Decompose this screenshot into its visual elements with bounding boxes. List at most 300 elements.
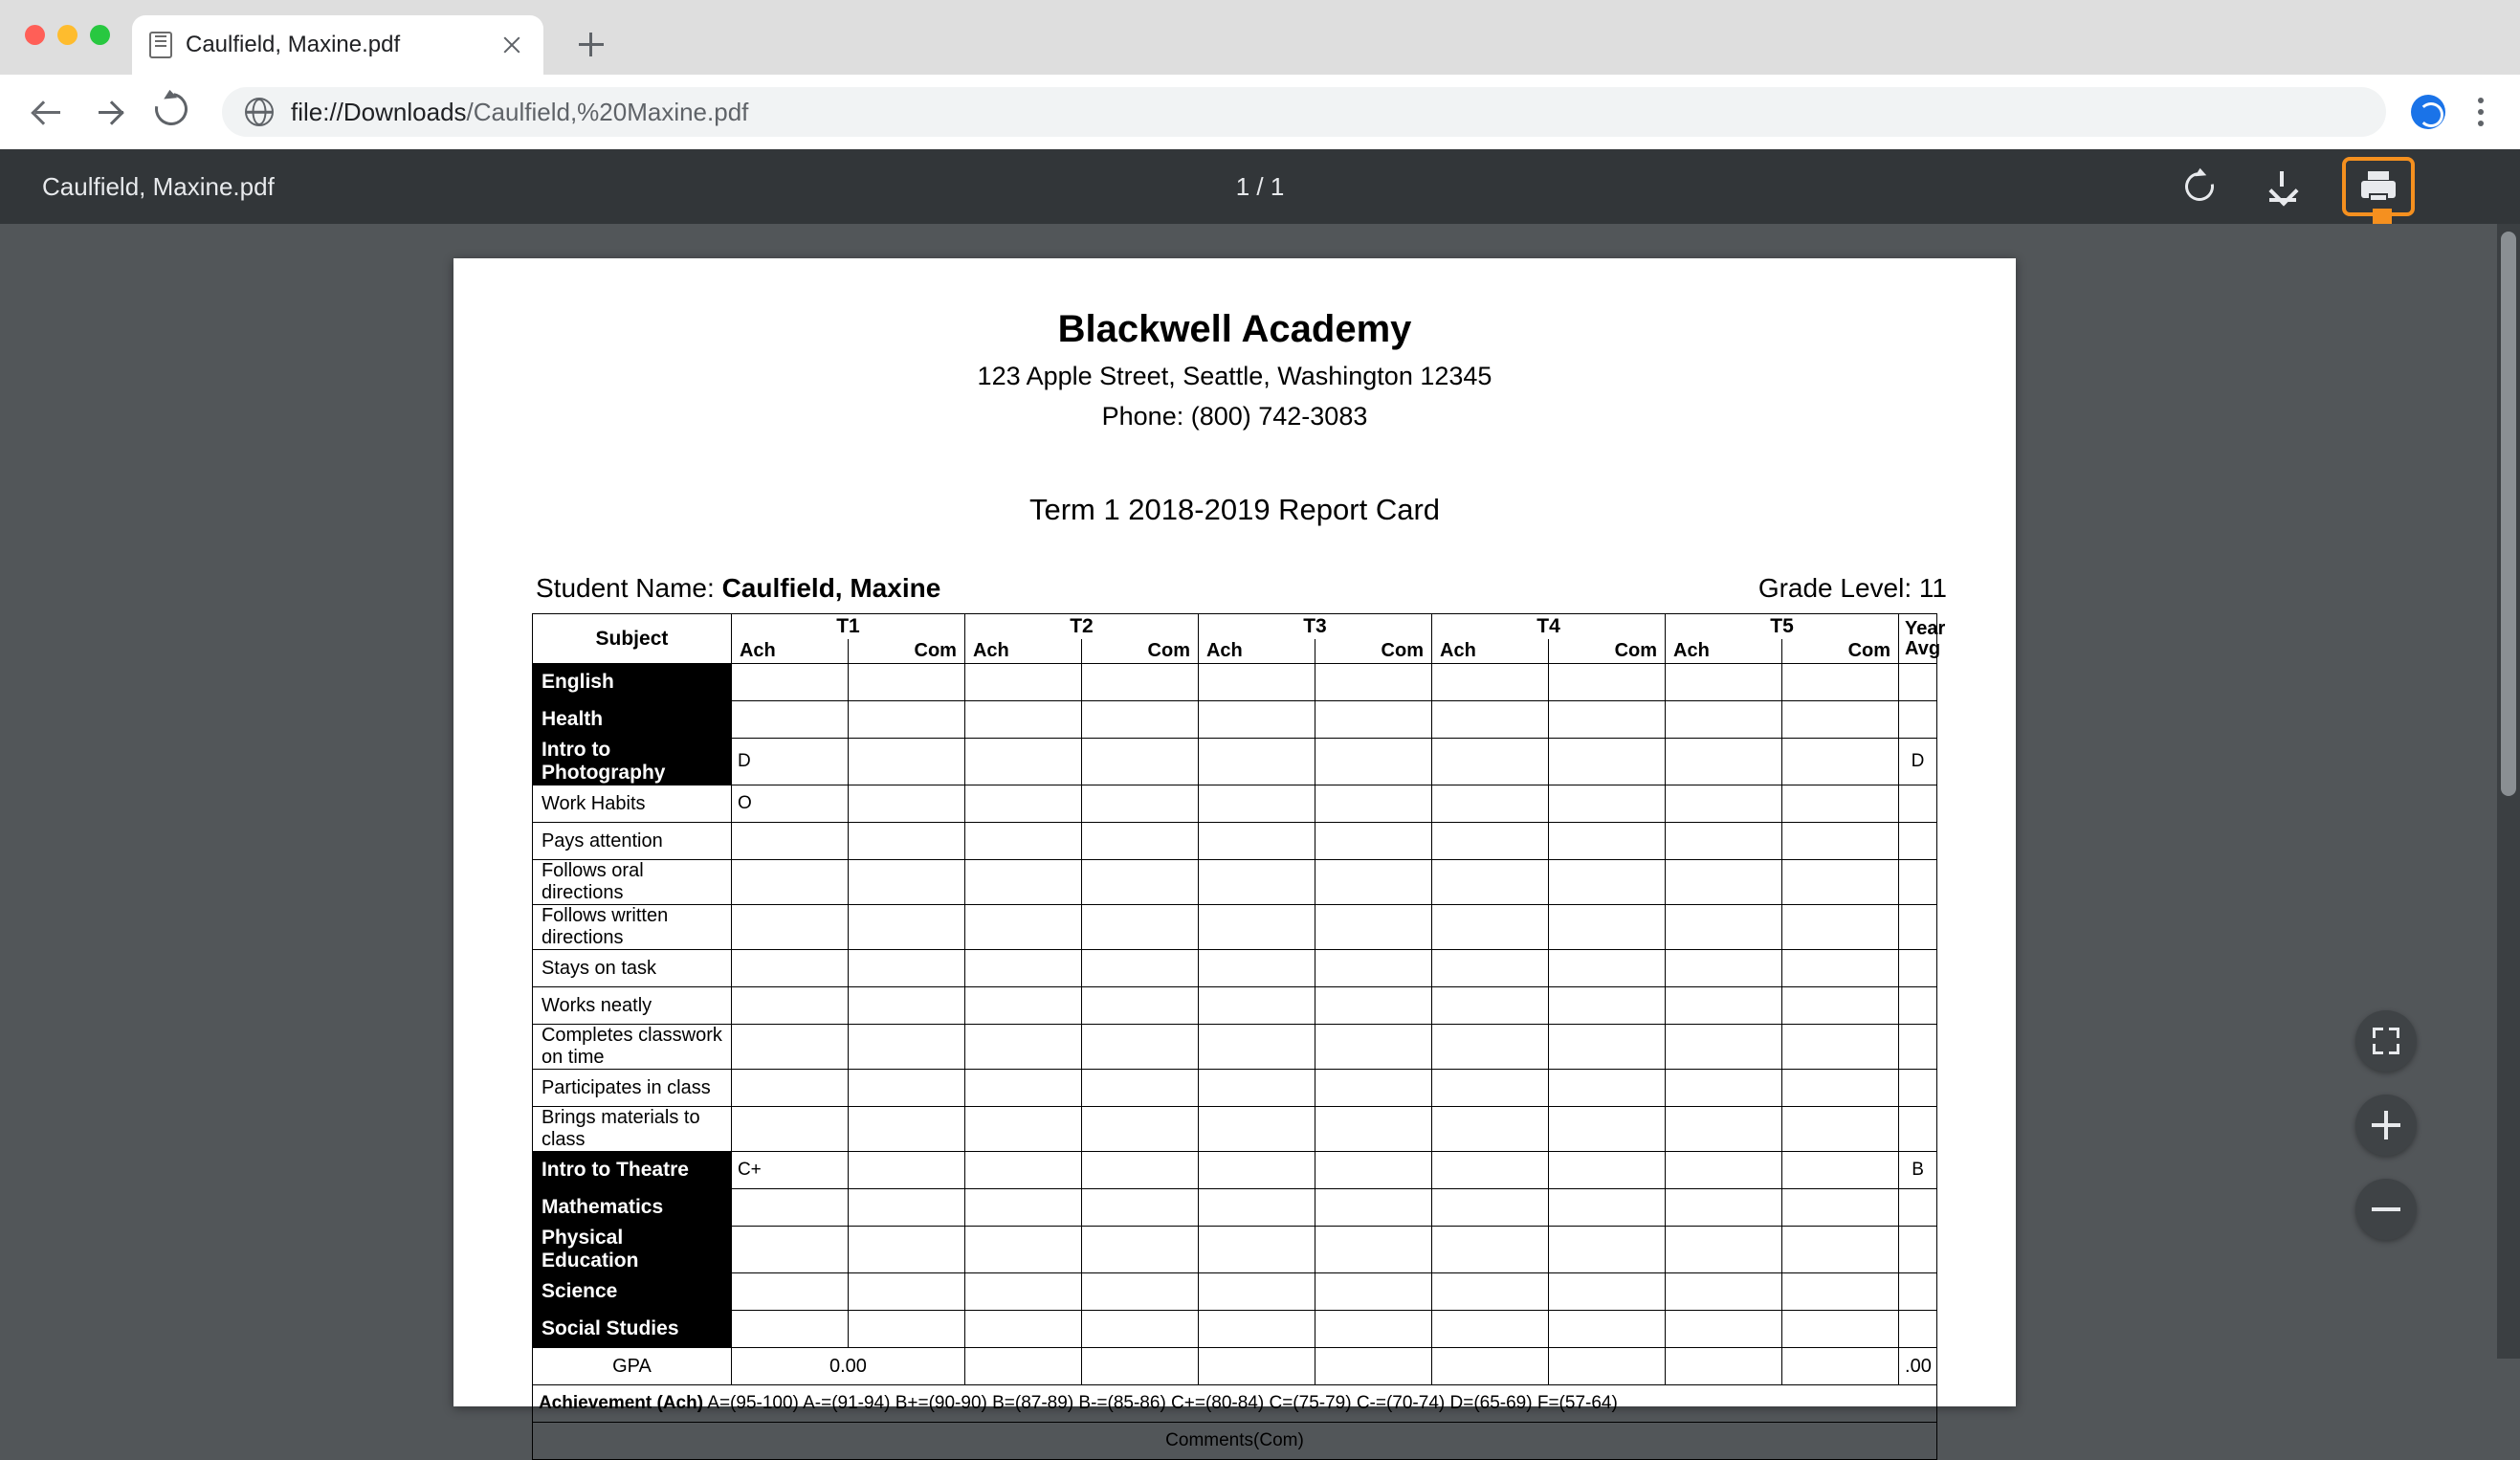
- table-row: [532, 1227, 1936, 1273]
- table-row: [532, 950, 1936, 987]
- cell-empty: [1549, 905, 1666, 950]
- profile-avatar[interactable]: [2411, 95, 2445, 129]
- grade-level-label: Grade Level:: [1757, 573, 1912, 603]
- row-subject: Intro to Photography: [532, 739, 731, 785]
- cell-year-avg: [1899, 1189, 1937, 1227]
- cell-empty: [1782, 1152, 1899, 1189]
- cell-empty: [1549, 1189, 1666, 1227]
- cell-empty: [1666, 664, 1782, 701]
- print-icon: [2361, 171, 2396, 202]
- cell-empty: [1081, 785, 1198, 823]
- legend-text: Achievement (Ach) A=(95-100) A-=(91-94) B+=(90-90) B=(87-89) B-=(85-86) C+=(80-84) C=(75-79) C-=(70-74) D=(65-69) F=(57-64): [532, 1385, 1936, 1423]
- url-text: [291, 98, 748, 127]
- cell-empty: [1666, 860, 1782, 905]
- cell-empty: [1549, 1273, 1666, 1311]
- subheader-t2-ach: Ach: [964, 639, 1081, 664]
- cell-empty: [1549, 739, 1666, 785]
- minimize-window-button[interactable]: [57, 25, 77, 45]
- gpa-row: [532, 1348, 1936, 1385]
- cell-year-avg: [1899, 860, 1937, 905]
- zoom-in-button[interactable]: [2355, 1095, 2417, 1156]
- cell-empty: [964, 701, 1081, 739]
- cell-empty: [1782, 860, 1899, 905]
- cell-empty: [1315, 1348, 1431, 1385]
- cell-empty: [1549, 950, 1666, 987]
- cell-empty: [1432, 860, 1549, 905]
- cell-empty: [1081, 1348, 1198, 1385]
- page-icon: [149, 32, 172, 58]
- cell-empty: [1432, 1311, 1549, 1348]
- cell-empty: [1315, 739, 1431, 785]
- cell-empty: [964, 1152, 1081, 1189]
- table-row: [532, 1152, 1936, 1189]
- cell-empty: [1549, 1070, 1666, 1107]
- cell-empty: [1666, 823, 1782, 860]
- cell-empty: [1782, 1227, 1899, 1273]
- subheader-t5-ach: Ach: [1666, 639, 1782, 664]
- cell-empty: [1315, 1189, 1431, 1227]
- cell-empty: [1432, 987, 1549, 1025]
- row-subject: Works neatly: [532, 987, 731, 1025]
- cell-year-avg: [1899, 664, 1937, 701]
- table-row: [532, 739, 1936, 785]
- cell-empty: [1081, 739, 1198, 785]
- pdf-toolbar: [0, 149, 2520, 224]
- cell-empty: [964, 1273, 1081, 1311]
- download-button[interactable]: [2260, 165, 2304, 209]
- cell-empty: [1315, 1227, 1431, 1273]
- cell-empty: [1666, 1152, 1782, 1189]
- cell-empty: [1432, 1227, 1549, 1273]
- cell-empty: [1549, 701, 1666, 739]
- cell-empty: [1315, 987, 1431, 1025]
- cell-empty: [1666, 1273, 1782, 1311]
- cell-empty: [964, 950, 1081, 987]
- cell-empty: [964, 1025, 1081, 1070]
- cell-empty: [1666, 905, 1782, 950]
- subheader-t2-com: Com: [1081, 639, 1198, 664]
- cell-empty: [964, 905, 1081, 950]
- new-tab-button[interactable]: [574, 27, 608, 61]
- cell-empty: [1198, 1227, 1315, 1273]
- cell-empty: [1198, 987, 1315, 1025]
- table-row: [532, 987, 1936, 1025]
- title-bar: [0, 0, 2520, 75]
- cell-empty: [964, 987, 1081, 1025]
- row-subject: Follows oral directions: [532, 860, 731, 905]
- header-term-t3: T3: [1198, 614, 1431, 639]
- cell-empty: [1782, 1107, 1899, 1152]
- cell-empty: [1081, 1107, 1198, 1152]
- cell-empty: [848, 701, 964, 739]
- pdf-actions: [2177, 157, 2520, 216]
- report-card-table: [532, 613, 1946, 1460]
- cell-empty: [1198, 950, 1315, 987]
- cell-empty: [964, 1227, 1081, 1273]
- row-subject: Follows written directions: [532, 905, 731, 950]
- table-row: [532, 823, 1936, 860]
- cell-empty: [1081, 1273, 1198, 1311]
- cell-empty: [1782, 1189, 1899, 1227]
- cell-year-avg: [1899, 823, 1937, 860]
- cell-year-avg: [1899, 1107, 1937, 1152]
- cell-empty: [848, 860, 964, 905]
- row-subject: Participates in class: [532, 1070, 731, 1107]
- cell-empty: [1666, 739, 1782, 785]
- cell-empty: [964, 1348, 1081, 1385]
- browser-toolbar: [0, 75, 2520, 149]
- header-term-t4: T4: [1432, 614, 1666, 639]
- cell-empty: [1198, 664, 1315, 701]
- cell-empty: [1198, 1311, 1315, 1348]
- reload-button[interactable]: [155, 93, 193, 131]
- cell-empty: [1198, 823, 1315, 860]
- header-year-avg: Year Avg: [1899, 614, 1937, 664]
- cell-empty: [1081, 950, 1198, 987]
- subheader-t3-com: Com: [1315, 639, 1431, 664]
- cell-empty: [964, 860, 1081, 905]
- download-icon: [2267, 171, 2296, 202]
- cell-empty: [1432, 1152, 1549, 1189]
- close-window-button[interactable]: [25, 25, 45, 45]
- cell-t1-ach: [731, 950, 848, 987]
- cell-t1-ach: [731, 987, 848, 1025]
- address-bar[interactable]: [222, 87, 2386, 137]
- cell-t1-ach: D: [731, 739, 848, 785]
- row-subject: Work Habits: [532, 785, 731, 823]
- header-term-t1: T1: [731, 614, 964, 639]
- student-name-value: Caulfield, Maxine: [721, 573, 941, 603]
- cell-empty: [1198, 1025, 1315, 1070]
- cell-empty: [1081, 1189, 1198, 1227]
- school-address: 123 Apple Street, Seattle, Washington 12345: [977, 362, 1492, 390]
- cell-empty: [1666, 785, 1782, 823]
- cell-empty: [1315, 785, 1431, 823]
- forward-button[interactable]: [92, 93, 130, 131]
- reload-icon: [148, 86, 193, 131]
- close-icon[interactable]: [497, 31, 526, 59]
- cell-empty: [1315, 823, 1431, 860]
- report-title: Term 1 2018-2019 Report Card: [1028, 493, 1441, 526]
- cell-empty: [1081, 860, 1198, 905]
- cell-empty: [1315, 1070, 1431, 1107]
- cell-empty: [1432, 785, 1549, 823]
- cell-t1-ach: [731, 1025, 848, 1070]
- cell-empty: [964, 785, 1081, 823]
- cell-empty: [964, 1311, 1081, 1348]
- gpa-t1: 0.00: [731, 1348, 964, 1385]
- cell-empty: [1782, 1025, 1899, 1070]
- cell-empty: [1315, 860, 1431, 905]
- cell-t1-ach: [731, 823, 848, 860]
- header-term-t2: T2: [964, 614, 1198, 639]
- vertical-scrollbar[interactable]: [2497, 224, 2520, 1359]
- cell-empty: [848, 905, 964, 950]
- table-subheader-row: [532, 639, 1936, 664]
- cell-year-avg: [1899, 950, 1937, 987]
- grade-level-value: 11: [1918, 573, 1947, 603]
- pdf-page: [453, 258, 2016, 1450]
- cell-empty: [1549, 785, 1666, 823]
- table-row: [532, 1107, 1936, 1152]
- cell-t1-ach: [731, 1227, 848, 1273]
- cell-year-avg: [1899, 905, 1937, 950]
- cell-empty: [1782, 823, 1899, 860]
- cell-empty: [1081, 1152, 1198, 1189]
- cell-empty: [1198, 1348, 1315, 1385]
- cell-t1-ach: [731, 1311, 848, 1348]
- cell-t1-ach: [731, 1070, 848, 1107]
- cell-empty: [1198, 1070, 1315, 1107]
- cell-year-avg: [1899, 701, 1937, 739]
- cell-empty: [1432, 1025, 1549, 1070]
- cell-empty: [1549, 664, 1666, 701]
- window-controls: [25, 25, 110, 45]
- table-row: [532, 664, 1936, 701]
- pdf-document-area[interactable]: [0, 224, 2520, 1450]
- student-name-label: Student Name:: [536, 573, 715, 603]
- globe-icon: [245, 98, 274, 126]
- row-subject: Stays on task: [532, 950, 731, 987]
- cell-empty: [1315, 1311, 1431, 1348]
- subheader-t5-com: Com: [1782, 639, 1899, 664]
- cell-empty: [1549, 1025, 1666, 1070]
- cell-empty: [964, 1070, 1081, 1107]
- cell-t1-ach: [731, 1273, 848, 1311]
- cell-t1-ach: C+: [731, 1152, 848, 1189]
- subheader-t1-com: Com: [848, 639, 964, 664]
- cell-empty: [848, 987, 964, 1025]
- cell-empty: [1782, 1311, 1899, 1348]
- table-header-row: [532, 614, 1936, 639]
- cell-empty: [1198, 860, 1315, 905]
- scrollbar-thumb[interactable]: [2501, 232, 2516, 796]
- cell-year-avg: [1899, 1070, 1937, 1107]
- zoom-out-icon: [2372, 1195, 2400, 1224]
- maximize-window-button[interactable]: [90, 25, 110, 45]
- print-button[interactable]: [2342, 157, 2415, 216]
- cell-empty: [1782, 1348, 1899, 1385]
- school-name: Blackwell Academy: [1057, 308, 1412, 350]
- cell-empty: [1549, 860, 1666, 905]
- cell-empty: [1666, 1348, 1782, 1385]
- student-info-row: [536, 573, 1947, 604]
- cell-empty: [1315, 664, 1431, 701]
- cell-empty: [1782, 987, 1899, 1025]
- cell-empty: [1081, 1025, 1198, 1070]
- cell-empty: [1666, 1070, 1782, 1107]
- table-row: [532, 785, 1936, 823]
- cell-empty: [1432, 823, 1549, 860]
- cell-empty: [1666, 987, 1782, 1025]
- pdf-page-indicator: 1 / 1: [1235, 171, 1285, 201]
- header-term-t5: T5: [1666, 614, 1899, 639]
- cell-empty: [848, 1107, 964, 1152]
- cell-empty: [1782, 701, 1899, 739]
- cell-empty: [1666, 950, 1782, 987]
- cell-empty: [964, 1189, 1081, 1227]
- cell-empty: [848, 823, 964, 860]
- row-subject: English: [532, 664, 731, 701]
- cell-empty: [1782, 950, 1899, 987]
- zoom-out-button[interactable]: [2355, 1179, 2417, 1240]
- cell-empty: [1198, 701, 1315, 739]
- cell-empty: [1081, 1070, 1198, 1107]
- cell-empty: [1432, 701, 1549, 739]
- kebab-menu-icon[interactable]: [2478, 95, 2486, 129]
- cell-t1-ach: [731, 860, 848, 905]
- cell-empty: [1315, 905, 1431, 950]
- cell-empty: [1081, 701, 1198, 739]
- cell-empty: [1315, 701, 1431, 739]
- back-button[interactable]: [29, 93, 67, 131]
- row-subject: Intro to Theatre: [532, 1152, 731, 1189]
- table-row: [532, 1273, 1936, 1311]
- cell-empty: [1432, 905, 1549, 950]
- cell-empty: [1081, 905, 1198, 950]
- table-row: [532, 1189, 1936, 1227]
- row-subject: Pays attention: [532, 823, 731, 860]
- cell-empty: [848, 1189, 964, 1227]
- cell-empty: [1198, 1152, 1315, 1189]
- cell-t1-ach: [731, 664, 848, 701]
- pdf-filename: Caulfield, Maxine.pdf: [42, 171, 275, 201]
- cell-empty: [1198, 739, 1315, 785]
- cell-empty: [1549, 1348, 1666, 1385]
- cell-empty: [848, 1152, 964, 1189]
- cell-empty: [1081, 664, 1198, 701]
- cell-empty: [1432, 664, 1549, 701]
- cell-empty: [1549, 1227, 1666, 1273]
- cell-year-avg: D: [1899, 739, 1937, 785]
- subheader-t4-ach: Ach: [1432, 639, 1549, 664]
- table-row: [532, 1025, 1936, 1070]
- cell-empty: [1315, 1152, 1431, 1189]
- cell-year-avg: [1899, 987, 1937, 1025]
- cell-empty: [1549, 1107, 1666, 1152]
- cell-empty: [1549, 823, 1666, 860]
- cell-empty: [848, 739, 964, 785]
- row-subject: Brings materials to class: [532, 1107, 731, 1152]
- cell-empty: [848, 1273, 964, 1311]
- cell-year-avg: [1899, 1025, 1937, 1070]
- rotate-button[interactable]: [2177, 165, 2222, 209]
- cell-empty: [1666, 1025, 1782, 1070]
- cell-empty: [1315, 950, 1431, 987]
- cell-empty: [848, 1311, 964, 1348]
- cell-empty: [1432, 1189, 1549, 1227]
- cell-empty: [1782, 1070, 1899, 1107]
- cell-empty: [1432, 1273, 1549, 1311]
- table-row: [532, 905, 1936, 950]
- cell-empty: [1081, 1227, 1198, 1273]
- cell-empty: [964, 823, 1081, 860]
- cell-empty: [848, 1070, 964, 1107]
- table-row: [532, 860, 1936, 905]
- cell-empty: [848, 950, 964, 987]
- cell-empty: [1198, 785, 1315, 823]
- zoom-in-icon: [2372, 1111, 2400, 1139]
- cell-t1-ach: [731, 1107, 848, 1152]
- cell-empty: [964, 1107, 1081, 1152]
- subheader-t3-ach: Ach: [1198, 639, 1315, 664]
- grade-level-block: [1758, 573, 1947, 604]
- cell-empty: [1315, 1273, 1431, 1311]
- cell-empty: [1198, 1273, 1315, 1311]
- cell-year-avg: B: [1899, 1152, 1937, 1189]
- url-path: /Caulfield,%20Maxine.pdf: [466, 97, 749, 126]
- comments-header-row: [532, 1423, 1936, 1460]
- cell-empty: [1782, 785, 1899, 823]
- url-host: file://Downloads: [291, 97, 467, 126]
- cell-empty: [1666, 701, 1782, 739]
- fit-to-page-button[interactable]: [2355, 1010, 2417, 1072]
- cell-empty: [848, 664, 964, 701]
- subheader-t4-com: Com: [1549, 639, 1666, 664]
- cell-t1-ach: [731, 701, 848, 739]
- row-subject: Physical Education: [532, 1227, 731, 1273]
- fit-to-page-icon: [2373, 1028, 2399, 1054]
- cell-empty: [1666, 1107, 1782, 1152]
- cell-empty: [1549, 1311, 1666, 1348]
- cell-empty: [1081, 823, 1198, 860]
- student-name-block: [536, 573, 940, 604]
- gpa-label: GPA: [532, 1348, 731, 1385]
- browser-tab[interactable]: [132, 15, 543, 75]
- table-row: [532, 1070, 1936, 1107]
- cell-t1-ach: [731, 905, 848, 950]
- cell-empty: [1666, 1189, 1782, 1227]
- cell-empty: [1666, 1311, 1782, 1348]
- table-row: [532, 701, 1936, 739]
- comments-header: Comments(Com): [532, 1423, 1936, 1460]
- cell-empty: [1782, 905, 1899, 950]
- subheader-t1-ach: Ach: [731, 639, 848, 664]
- table-row: [532, 1311, 1936, 1348]
- cell-empty: [1549, 1152, 1666, 1189]
- cell-empty: [848, 1025, 964, 1070]
- row-subject: Social Studies: [532, 1311, 731, 1348]
- cell-empty: [1549, 987, 1666, 1025]
- cell-empty: [964, 664, 1081, 701]
- cell-empty: [964, 739, 1081, 785]
- cell-year-avg: [1899, 1227, 1937, 1273]
- tab-title: Caulfield, Maxine.pdf: [186, 32, 401, 57]
- row-subject: Completes classwork on time: [532, 1025, 731, 1070]
- row-subject: Science: [532, 1273, 731, 1311]
- cell-empty: [1432, 1070, 1549, 1107]
- cell-t1-ach: [731, 1189, 848, 1227]
- cell-empty: [1782, 664, 1899, 701]
- cell-empty: [1666, 1227, 1782, 1273]
- cell-empty: [848, 1227, 964, 1273]
- school-phone: Phone: (800) 742-3083: [1101, 402, 1368, 431]
- row-subject: Mathematics: [532, 1189, 731, 1227]
- cell-empty: [848, 785, 964, 823]
- cell-empty: [1432, 1348, 1549, 1385]
- cell-empty: [1081, 1311, 1198, 1348]
- header-subject: Subject: [532, 614, 731, 664]
- cell-empty: [1198, 1107, 1315, 1152]
- rotate-clockwise-icon: [2179, 166, 2220, 207]
- cell-empty: [1081, 987, 1198, 1025]
- cell-t1-ach: O: [731, 785, 848, 823]
- legend-row: [532, 1385, 1936, 1423]
- cell-empty: [1315, 1025, 1431, 1070]
- cell-empty: [1782, 1273, 1899, 1311]
- cell-empty: [1315, 1107, 1431, 1152]
- cell-empty: [1432, 1107, 1549, 1152]
